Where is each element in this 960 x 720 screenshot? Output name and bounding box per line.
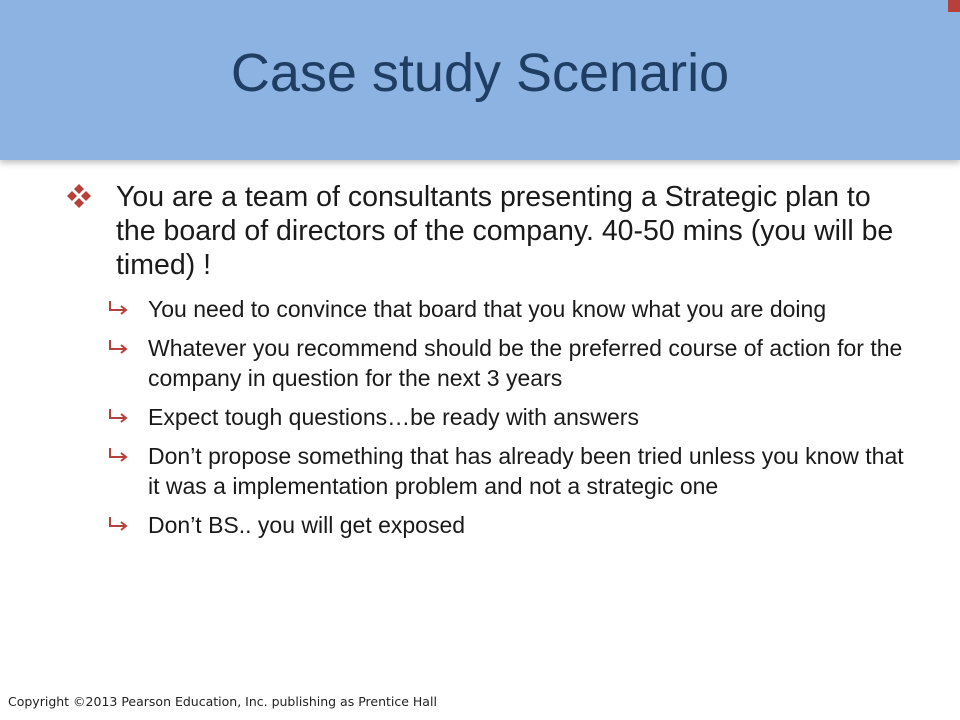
diamond-cluster-icon [64,182,94,212]
main-bullet-text: You are a team of consultants presenting a Strategic plan to the board of directors of the company. 40-50 mins (you will be timed) ! [116,181,894,281]
hook-arrow-icon [108,408,130,424]
slide-title: Case study Scenario [230,43,730,103]
main-bullet [64,180,914,282]
title-band [0,0,960,160]
hook-arrow-icon [108,447,130,463]
sub-bullet [108,294,914,324]
corner-accent [948,0,960,12]
sub-bullet [108,441,914,501]
sub-bullet [108,510,914,540]
hook-arrow-icon [108,300,130,316]
sub-bullet-text: Expect tough questions…be ready with answers [148,404,639,430]
copyright-footer: Copyright ©2013 Pearson Education, Inc. publishing as Prentice Hall [8,694,437,709]
sub-bullet [108,333,914,393]
sub-bullet-text: Whatever you recommend should be the preferred course of action for the company in question for the next 3 years [148,335,903,391]
hook-arrow-icon [108,339,130,355]
sub-bullet-text: Don’t propose something that has already been tried unless you know that it was a implementation problem and not a strategic one [148,443,904,499]
sub-bullet-text: Don’t BS.. you will get exposed [148,512,466,538]
sub-bullet-text: You need to convince that board that you know what you are doing [148,296,827,322]
hook-arrow-icon [108,516,130,532]
sub-bullet-list [64,294,914,540]
slide-content [64,180,914,549]
sub-bullet [108,402,914,432]
